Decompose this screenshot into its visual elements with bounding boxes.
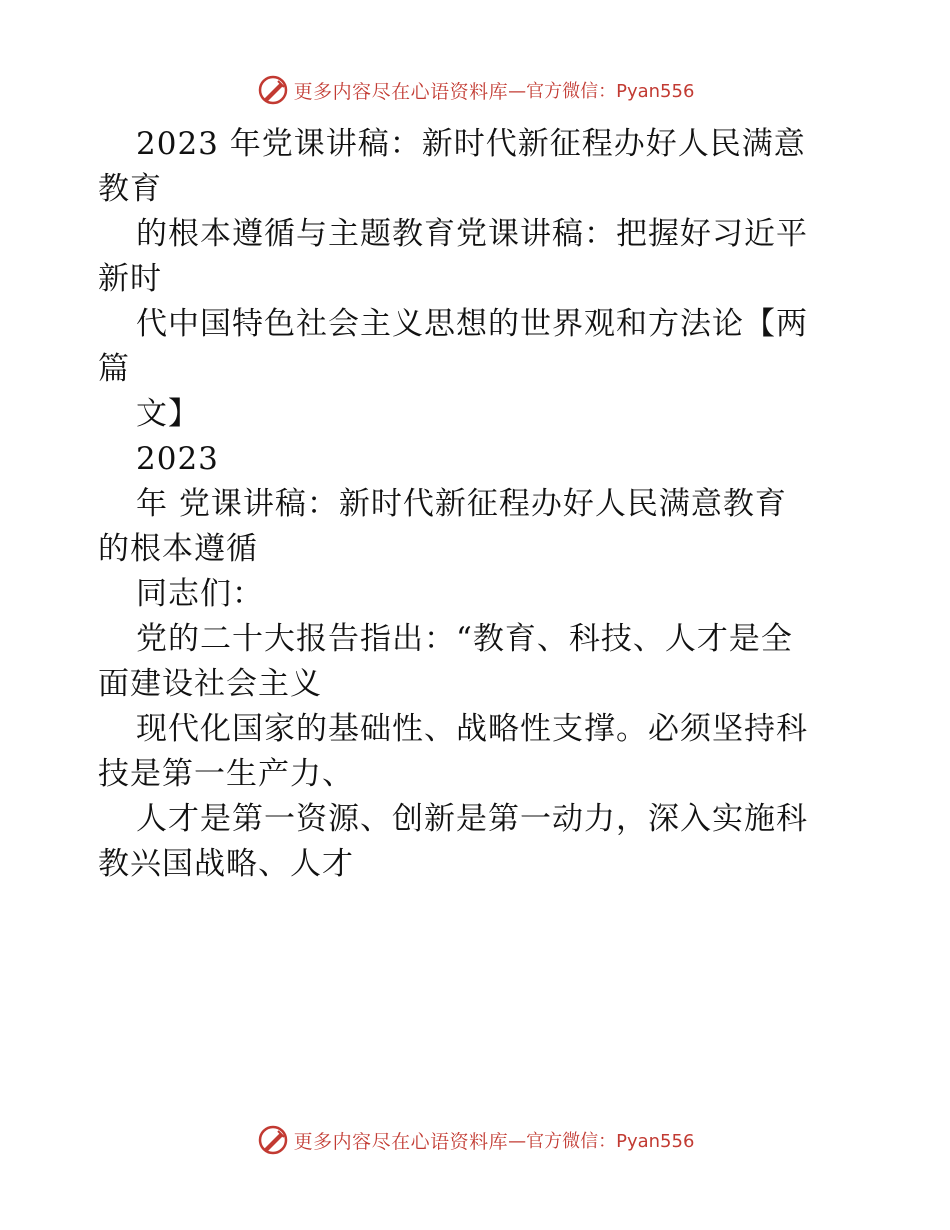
banner-contact: —官方微信：Pyan556 bbox=[508, 81, 695, 102]
doc-line: 技是第一生产力、 bbox=[98, 756, 354, 792]
banner-contact: —官方微信：Pyan556 bbox=[508, 1131, 695, 1152]
doc-line: 年 党课讲稿：新时代新征程办好人民满意教育 bbox=[136, 486, 787, 522]
doc-line: 的根本遵循与主题教育党课讲稿：把握好习近平 bbox=[136, 216, 808, 252]
doc-line: 人才是第一资源、创新是第一动力，深入实施科 bbox=[136, 801, 808, 837]
doc-line: 同志们： bbox=[136, 576, 264, 612]
doc-line: 2023 bbox=[136, 441, 219, 477]
doc-line: 文】 bbox=[136, 396, 200, 432]
pen-logo-icon bbox=[256, 1123, 290, 1157]
doc-line: 现代化国家的基础性、战略性支撑。必须坚持科 bbox=[136, 711, 808, 747]
doc-line: 教兴国战略、人才 bbox=[98, 846, 354, 882]
pen-logo-icon bbox=[256, 73, 290, 107]
document-body bbox=[98, 122, 858, 887]
header-banner bbox=[0, 70, 950, 110]
banner-title: 更多内容尽在心语资料库 bbox=[293, 80, 509, 103]
banner-title: 更多内容尽在心语资料库 bbox=[293, 1130, 509, 1153]
doc-line: 面建设社会主义 bbox=[98, 666, 322, 702]
doc-line: 教育 bbox=[98, 171, 162, 207]
doc-line: 篇 bbox=[98, 351, 130, 387]
doc-line: 2023 年党课讲稿：新时代新征程办好人民满意 bbox=[136, 126, 806, 162]
doc-line: 新时 bbox=[98, 261, 162, 297]
doc-line: 的根本遵循 bbox=[98, 531, 258, 567]
doc-line: 代中国特色社会主义思想的世界观和方法论【两 bbox=[136, 306, 808, 342]
doc-line: 党的二十大报告指出：“教育、科技、人才是全 bbox=[136, 621, 793, 657]
footer-banner bbox=[0, 1120, 950, 1160]
